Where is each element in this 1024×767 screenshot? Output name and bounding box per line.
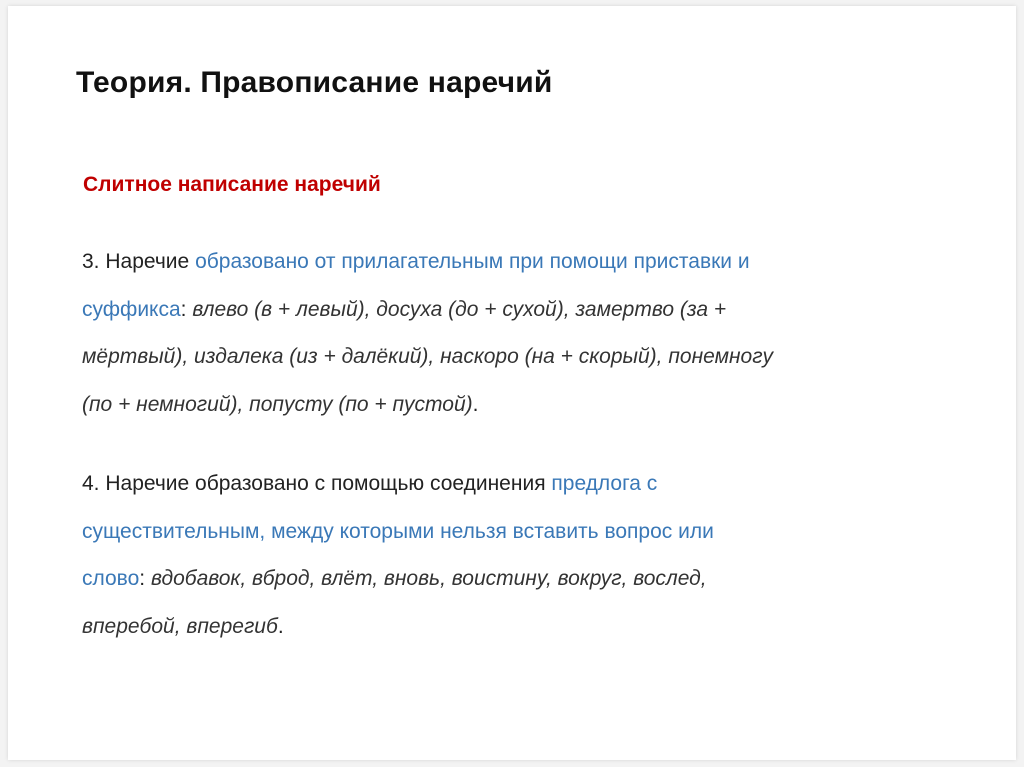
section-subtitle: Слитное написание наречий: [83, 173, 381, 196]
rule-3-highlight-part-2: суффикса: [82, 297, 181, 321]
rule-4-highlight-part-1: предлога с: [551, 472, 658, 495]
rule-3-colon: :: [180, 297, 187, 321]
rule-3-paragraph: [82, 238, 773, 428]
rule-4-line-3: [82, 555, 714, 603]
rule-4-paragraph: [82, 460, 714, 650]
rule-3-number: 3.: [82, 250, 106, 273]
rule-4-highlight-part-3: слово: [82, 567, 140, 590]
rule-3-end: .: [472, 392, 479, 416]
rule-4-end: .: [277, 614, 284, 638]
rule-4-line-4: [82, 603, 714, 651]
rule-3-line-2: [82, 286, 773, 334]
rule-4-line-1: [82, 460, 714, 508]
rule-4-examples-line-1: вдобавок, вброд, влёт, вновь, воистину, вокруг, вослед,: [150, 567, 707, 590]
rule-4-examples-line-2: вперебой, вперегиб: [82, 614, 278, 638]
rule-4-intro: Наречие образовано с помощью соединения: [105, 472, 552, 495]
rule-3-line-1: [82, 238, 773, 286]
rule-3-intro: Наречие: [105, 250, 196, 273]
rule-3-highlight-part-1: образовано от прилагательным при помощи приставки и: [195, 250, 750, 273]
rule-4-highlight-part-2: существительным, между которыми нельзя вставить вопрос или: [82, 519, 714, 543]
rule-3-examples-line-3: (по + немногий), попусту (по + пустой): [82, 392, 473, 416]
rule-4-number: 4.: [82, 472, 106, 495]
rule-4-colon: :: [139, 567, 146, 590]
rule-3-line-4: [82, 381, 773, 429]
rule-3-examples-line-2: мёртвый), издалека (из + далёкий), наскоро (на + скорый), понемногу: [82, 345, 774, 368]
slide-title: Теория. Правописание наречий: [76, 66, 553, 99]
rule-3-examples-line-1: влево (в + левый), досуха (до + сухой), замертво (за +: [192, 297, 727, 321]
slide: [8, 6, 1016, 760]
